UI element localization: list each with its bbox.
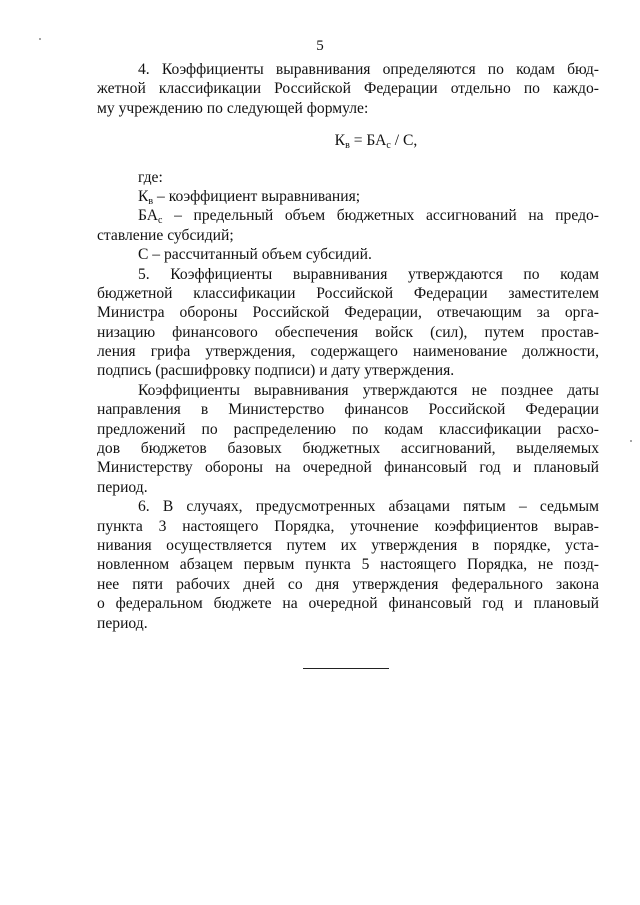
paragraph-line: 5. Коэффициенты выравнивания утверждаются по кодам bbox=[138, 265, 599, 283]
scan-speck bbox=[39, 38, 41, 40]
paragraph-line: период. bbox=[97, 614, 148, 632]
definition-kv bbox=[97, 187, 599, 206]
definition-bac-text: – предельный объем бюджетных ассигнований на предо- bbox=[162, 207, 599, 225]
definitions-label: где: bbox=[138, 168, 163, 186]
definition-bac bbox=[97, 206, 599, 225]
paragraph-line: Министра обороны Российской Федерации, отвечающим за орга- bbox=[97, 304, 599, 322]
formula-rhs-subscript: с bbox=[386, 140, 391, 152]
paragraph-line: 6. В случаях, предусмотренных абзацами пятым – седьмым bbox=[138, 498, 599, 516]
formula-lhs: К bbox=[334, 132, 346, 150]
paragraph-line: период. bbox=[97, 478, 148, 496]
definitions bbox=[97, 168, 599, 265]
paragraph-line: направления в Министерство финансов Российской Федерации bbox=[97, 401, 599, 419]
paragraph-line: подпись (расшифровку подписи) и дату утверждения. bbox=[97, 362, 455, 380]
paragraph-line: низацию финансового обеспечения войск (сил), путем простав- bbox=[97, 323, 599, 341]
paragraph-line: новленном абзацем первым пункта 5 настоящего Порядка, не позд- bbox=[97, 556, 599, 574]
formula-lhs-subscript: в bbox=[345, 140, 350, 152]
paragraph-line: нее пяти рабочих дней со дня утверждения федерального закона bbox=[97, 575, 599, 593]
paragraph-6 bbox=[97, 497, 599, 633]
paragraph-line: нивания осуществляется путем их утверждения в порядке, уста- bbox=[97, 536, 599, 554]
definition-bac-continued: ставление субсидий; bbox=[97, 226, 234, 244]
paragraph-line: ления грифа утверждения, содержащего наименование должности, bbox=[97, 343, 599, 361]
definition-kv-text: – коэффициент выравнивания; bbox=[153, 187, 361, 205]
document-body bbox=[97, 60, 599, 633]
end-of-document-rule bbox=[303, 668, 389, 669]
formula bbox=[97, 131, 599, 150]
page-number: 5 bbox=[316, 38, 324, 54]
definition-kv-subscript: в bbox=[148, 195, 154, 207]
paragraph-line: предложений по распределению по кодам классификации расхо- bbox=[97, 420, 599, 438]
formula-eq: = БА bbox=[349, 132, 387, 150]
paragraph-line: пункта 3 настоящего Порядка, уточнение коэффициентов вырав- bbox=[97, 517, 599, 535]
paragraph-line: Министерству обороны на очередной финансовый год и плановый bbox=[97, 459, 599, 477]
definition-bac-subscript: с bbox=[158, 215, 163, 227]
paragraph-4 bbox=[97, 60, 599, 118]
definition-c: С – рассчитанный объем субсидий. bbox=[138, 246, 372, 264]
paragraph-5 bbox=[97, 265, 599, 381]
formula-rest: / С, bbox=[390, 132, 418, 150]
paragraph-line: жетной классификации Российской Федерации отдельно по каждо- bbox=[97, 80, 599, 98]
paragraph-line: Коэффициенты выравнивания утверждаются не позднее даты bbox=[138, 381, 599, 399]
scan-speck bbox=[630, 440, 632, 442]
paragraph-line: 4. Коэффициенты выравнивания определяются по кодам бюд- bbox=[138, 61, 599, 78]
definition-bac-symbol: БА bbox=[138, 207, 159, 225]
paragraph-line: дов бюджетов базовых бюджетных ассигнований, выделяемых bbox=[97, 440, 599, 458]
definition-kv-symbol: К bbox=[138, 187, 149, 205]
paragraph-line: бюджетной классификации Российской Федерации заместителем bbox=[97, 284, 599, 302]
paragraph-5-continued bbox=[97, 381, 599, 497]
paragraph-line: му учреждению по следующей формуле: bbox=[97, 99, 369, 117]
paragraph-line: о федеральном бюджете на очередной финансовый год и плановый bbox=[97, 595, 599, 613]
